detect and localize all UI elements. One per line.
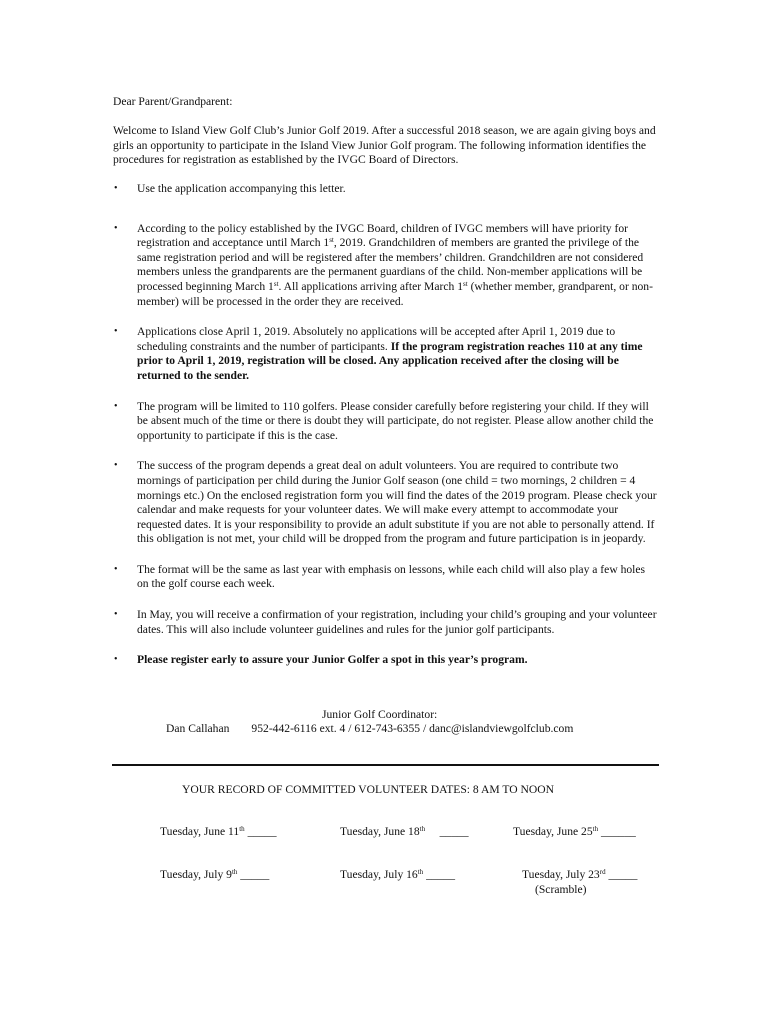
bullet-icon: •: [114, 609, 118, 621]
procedure-list: [113, 182, 658, 668]
text-run: . All applications arriving after March 1: [278, 279, 463, 293]
volunteer-date: [160, 825, 277, 840]
letter-greeting: Dear Parent/Grandparent:: [113, 95, 233, 108]
ordinal-suffix: th: [592, 825, 599, 833]
list-item: [113, 608, 658, 637]
volunteer-date: [522, 868, 637, 883]
ordinal-suffix: st: [463, 279, 468, 288]
list-item-text: Please register early to assure your Junior Golfer a spot in this year’s program.: [137, 653, 528, 667]
coordinator-name: Dan Callahan: [166, 722, 230, 735]
ordinal-suffix: rd: [599, 868, 606, 876]
volunteer-date: [160, 868, 269, 883]
list-item-text: In May, you will receive a confirmation of your registration, including your child’s grouping and your volunteer dates. This will also include volunteer guidelines and rules for the junior golf participants.: [137, 608, 657, 636]
letter-intro: Welcome to Island View Golf Club’s Junior Golf 2019. After a successful 2018 season, we are again giving boys and girls an opportunity to participate in the Island View Junior Golf program. The following information identifies the procedures for registration as established by the IVGC Board of Directors.: [113, 124, 656, 167]
list-item: [113, 400, 658, 444]
list-item: [113, 459, 658, 547]
record-title: YOUR RECORD OF COMMITTED VOLUNTEER DATES: 8 AM TO NOON: [182, 783, 554, 796]
date-blank: _____: [605, 868, 638, 881]
date-blank: _____: [423, 868, 456, 881]
date-text: Tuesday, July 9: [160, 868, 232, 881]
list-item-text: The program will be limited to 110 golfers. Please consider carefully before registering your child. If they will be absent much of the time or there is doubt they will participate, do not register. Please allow another child the opportunity to participate if this is the case.: [137, 399, 654, 442]
date-text: Tuesday, June 11: [160, 825, 240, 838]
list-item-text: The format will be the same as last year with emphasis on lessons, while each child will also play a few holes on the golf course each week.: [137, 562, 646, 591]
date-text: Tuesday, June 25: [513, 825, 593, 838]
coordinator-title: Junior Golf Coordinator:: [322, 708, 438, 721]
text-run: According to the policy established by the IVGC Board, children of IVGC members will have priority for registration and acceptance until March 1: [137, 221, 629, 250]
list-item-text: The success of the program depends a great deal on adult volunteers. You are required to contribute two mornings of participation per child during the Junior Golf season (one child = two mornings, 2 children = 4 mornings etc.) On the enclosed registration form you will find the dates of the 2019 program. Please check your calendar and make requests for your volunteer dates. We will make every attempt to accommodate your requested dates. It is your responsibility to provide an adult substitute if you are not able to personally attend. If this obligation is not met, your child will be dropped from the program and future participation is in jeopardy.: [137, 459, 657, 546]
bullet-icon: •: [114, 326, 118, 338]
ordinal-suffix: th: [239, 825, 245, 833]
ordinal-suffix: st: [329, 236, 334, 245]
ordinal-suffix: th: [231, 868, 238, 876]
ordinal-suffix: th: [417, 868, 424, 876]
list-item: [113, 182, 658, 197]
date-text: Tuesday, June 18: [340, 825, 420, 838]
list-item: [113, 563, 658, 592]
bullet-icon: •: [114, 222, 118, 234]
bullet-icon: •: [114, 563, 118, 575]
bullet-icon: •: [114, 460, 118, 472]
list-item: [113, 653, 658, 668]
coordinator-contact-line: [166, 722, 573, 737]
coordinator-contact: 952-442-6116 ext. 4 / 612-743-6355 / danc@islandviewgolfclub.com: [251, 722, 574, 735]
ordinal-suffix: th: [419, 825, 426, 833]
date-blank: _____: [425, 825, 469, 838]
volunteer-date: [513, 825, 636, 840]
list-item: [113, 222, 658, 310]
list-item-text: Use the application accompanying this letter.: [137, 182, 346, 195]
list-item-text: [137, 325, 643, 382]
scramble-note: (Scramble): [535, 883, 587, 896]
emphasis-text: If the program registration reaches 110 at any time prior to April 1, 2019, registration will be closed. Any application received after the closing will be returned to the sender.: [137, 339, 643, 382]
list-item-text: [137, 222, 653, 308]
bullet-icon: •: [114, 183, 118, 194]
section-divider: [112, 764, 659, 766]
date-blank: _____: [244, 825, 277, 838]
text-run: (whether member, grandparent, or non-member) will be processed in the order they are received.: [137, 279, 653, 308]
ordinal-suffix: st: [273, 279, 279, 288]
volunteer-date: [340, 825, 469, 840]
volunteer-date: [340, 868, 455, 883]
text-run: Applications close April 1, 2019. Absolutely no applications will be accepted after April 1, 2019 due to scheduling constraints and the number of participants.: [137, 325, 616, 353]
date-blank: _____: [237, 868, 270, 881]
date-text: Tuesday, July 23: [522, 868, 600, 881]
date-blank: ______: [598, 825, 636, 838]
list-item: [113, 325, 658, 383]
date-text: Tuesday, July 16: [340, 868, 418, 881]
bullet-icon: •: [114, 400, 118, 412]
bullet-icon: •: [114, 654, 118, 666]
text-run: , 2019. Grandchildren of members are granted the privilege of the same registration period and will be registered after the members’ children. Grandchildren are not considered members unless the grandparents are the permanent guardians of the child. Non-member applications will be processed beginning March 1: [137, 236, 644, 293]
